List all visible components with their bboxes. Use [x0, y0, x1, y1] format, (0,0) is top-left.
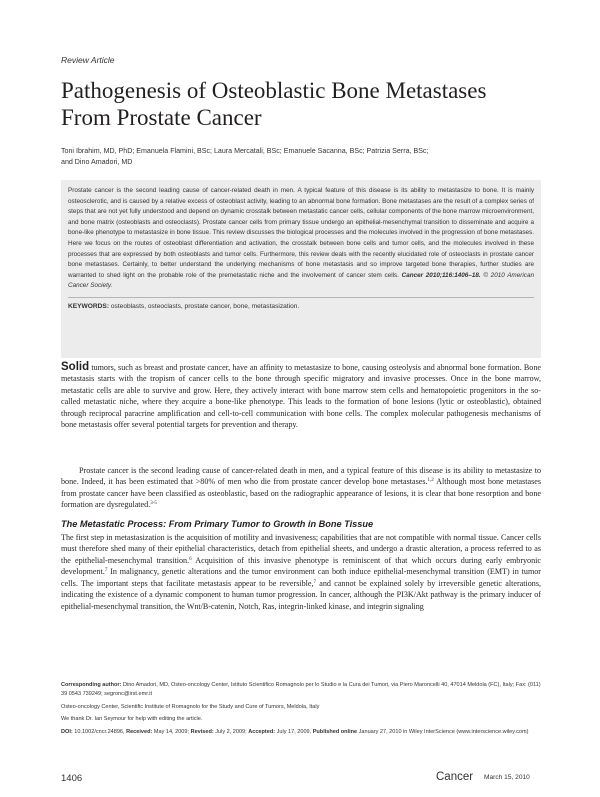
- paragraph-2-text-a: Prostate cancer is the second leading cause of cancer-related death in men, and a typical feature of this disease is its ability to metastasize to bone. Indeed, it has been estimated that >80% of men who die from prostate cancer develop bone metastases.: [61, 466, 541, 487]
- abstract-divider: [68, 297, 534, 298]
- keywords: [68, 302, 534, 312]
- corresponding-author-text: Dino Amadori, MD, Osteo-oncology Center, Istituto Scientifico Romagnolo per lo Studio e la Cura dei Tumori, via Piero Maroncelli 40, 47014 Meldola (FC), Italy; Fax: (011) 39 0543 739249; segronc@irst.emr.it: [61, 682, 541, 698]
- abstract-text: [68, 186, 534, 292]
- paragraph-lead-word: Solid: [61, 361, 90, 373]
- authors-line-2: and Dino Amadori, MD: [61, 158, 133, 166]
- section-heading: The Metastatic Process: From Primary Tumor to Growth in Bone Tissue: [61, 519, 374, 529]
- received-value: May 14, 2009;: [153, 728, 190, 735]
- authors-line-1: Toni Ibrahim, MD, PhD; Emanuela Flamini, BSc; Laura Mercatali, BSc; Emanuele Sacanna, BSc; Patrizia Serra, BSc;: [61, 147, 429, 155]
- title-line-2: From Prostate Cancer: [61, 105, 262, 130]
- author-list: [61, 146, 541, 168]
- abstract-box: [61, 180, 541, 358]
- affiliation: Osteo-oncology Center, Scientific Institute of Romagnolo for the Study and Cure of Tumors, Meldola, Italy: [61, 703, 320, 710]
- publication-history: [61, 728, 541, 737]
- accepted-label: Accepted:: [248, 728, 276, 735]
- citation-ref: 1,2: [427, 478, 434, 484]
- revised-label: Revised:: [190, 728, 214, 735]
- corresponding-author-label: Corresponding author:: [61, 682, 122, 688]
- corresponding-author: [61, 681, 541, 700]
- paragraph-3-text-b: Acquisition of this invasive phenotype is reminiscent of that which occurs during early embryonic development.: [61, 555, 541, 577]
- received-label: Received:: [126, 728, 153, 735]
- article-type: Review Article: [61, 55, 115, 65]
- doi-value: 10.1002/cncr.24896,: [74, 728, 125, 735]
- abstract-citation: Cancer 2010;116:1406–18.: [401, 271, 481, 279]
- citation-ref: 7: [313, 579, 317, 585]
- body-paragraph-1: [61, 362, 541, 431]
- paragraph-3-text-d: and cannot be explained solely by irreversible genetic alterations, indicating the existence of a dynamic component to human tumor progression. In cancer, although the PI3K/Akt pathway is the primary inducer of epithelial-mesenchymal transition, the Wnt/B-catenin, Notch, Ras, integrin-linked kinase, and integrin signaling: [61, 578, 541, 611]
- body-paragraph-3: [61, 532, 541, 612]
- citation-ref: 6: [189, 556, 192, 562]
- published-value: January 27, 2010 in Wiley InterScience (www.interscience.wiley.com): [358, 728, 529, 735]
- published-label: Published online: [312, 728, 358, 735]
- accepted-value: July 17, 2009,: [276, 728, 312, 735]
- footnotes: [61, 681, 541, 737]
- citation-ref: 3-5: [150, 501, 157, 507]
- journal-name: Cancer: [436, 771, 474, 783]
- body-paragraph-2: [61, 465, 541, 511]
- citation-ref: 7: [104, 568, 108, 574]
- keywords-list: osteoblasts, osteoclasts, prostate cancer, bone, metastasization.: [110, 302, 300, 310]
- keywords-label: KEYWORDS:: [68, 302, 110, 310]
- title-line-1: Pathogenesis of Osteoblastic Bone Metastases: [61, 78, 487, 103]
- article-title: [61, 77, 541, 131]
- acknowledgement: We thank Dr. Ian Seymour for help with editing the article.: [61, 716, 203, 723]
- revised-value: July 2, 2009;: [215, 728, 247, 735]
- page-number: 1406: [61, 773, 83, 784]
- paragraph-2-text-b: Although most bone metastases from prostate cancer have been classified as osteoblastic, based on the radiographic appearance of lesions, it is clear that bone resorption and bone formation are dysregulated.: [61, 477, 542, 510]
- paragraph-3-text-c: In malignancy, genetic alterations and the tumor environment can both induce epithelial-mesenchymal transition (EMT) in tumor cells. The important steps that facilitate metastasis appear to be reversible,: [61, 567, 541, 588]
- paragraph-3-text-a: The first step in metastasization is the acquisition of motility and invasiveness; capabilities that are not compatible with normal tissue. Cancer cells must therefore shed many of their epithelial characteristics, detach from epithelial sheets, and undergo a drastic alteration, a process referred to as the epithelial-mesenchymal transition.: [61, 533, 541, 565]
- paragraph-1-text: tumors, such as breast and prostate cancer, have an affinity to metastasize to bone, causing osteolysis and abnormal bone formation. Bone metastasis starts with the tropism of cancer cells to the bone through specific migratory and invasive processes. Once in the bone marrow, metastatic cells are able to survive and grow. Here, they actively interact with bone marrow stem cells and hematopoietic progenitors in the so-called metastatic niche, where they acquire a bone-like phenotype. This leads to the formation of bone lesions (lytic or osteoblastic), obtained through reciprocal paracrine amplification and cell-to-cell communication with bone cells. The complex molecular pathogenesis mechanisms of bone metastasis offer several potential targets for prevention and therapy.: [61, 363, 541, 430]
- issue-date: March 15, 2010: [484, 774, 530, 781]
- abstract-body: Prostate cancer is the second leading cause of cancer-related death in men. A typical feature of this disease is its ability to metastasize to bone. It is mainly osteosclerotic, and is caused by a relative excess of osteoblast activity, leading to an abnormal bone formation. Bone metastases are the result of a complex series of steps that are not yet fully understood and depend on dynamic crosstalk between metastatic cancer cells, cellular components of the bone marrow microenvironment, and bone matrix (osteoblasts and osteoclasts). Prostate cancer cells from primary tissue undergo an epithelial-mesenchymal transition to disseminate and acquire a bone-like phenotype to metastasize in bone tissue. This review discusses the biological processes and the molecules involved in the progression of bone metastases. Here we focus on the routes of osteoblast differentiation and activation, the crosstalk between bone cells and tumor cells, and the molecules involved in these processes that are expressed by both osteoblasts and tumor cells. Furthermore, this review deals with the recently elucidated role of osteoclasts in prostate cancer bone metastases. Certainly, to better understand the underlying mechanisms of bone metastasis and so improve targeted bone therapies, further studies are warranted to shed light on the probable role of the premetastatic niche and the involvement of cancer stem cells.: [68, 187, 534, 279]
- doi-label: DOI:: [61, 728, 73, 735]
- abstract-copyright: © 2010 American Cancer Society.: [68, 271, 534, 290]
